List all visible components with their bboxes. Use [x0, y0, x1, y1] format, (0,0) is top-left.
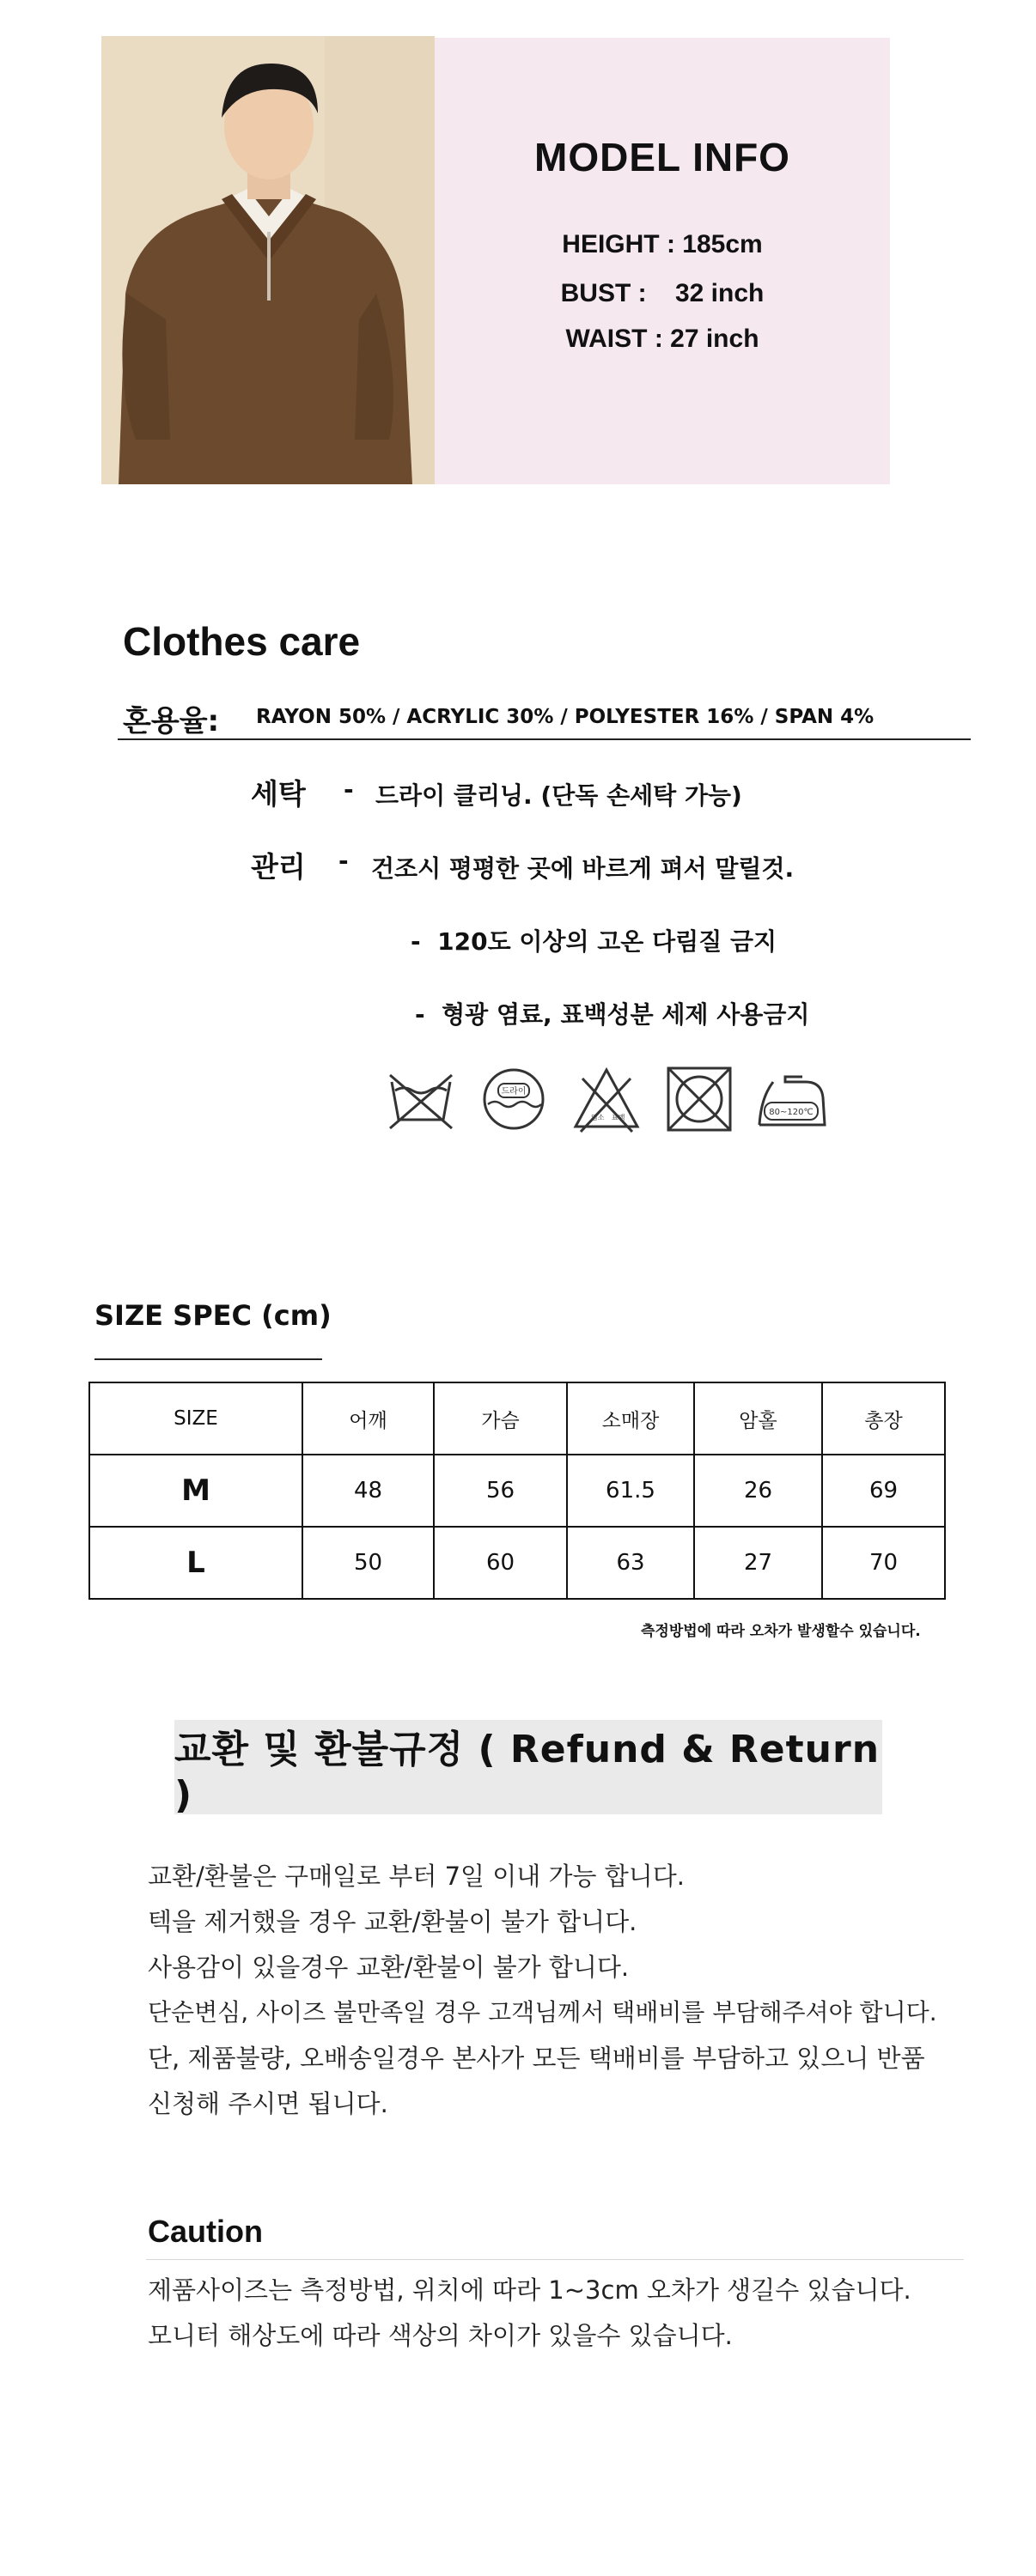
clothes-care-title: Clothes care: [123, 619, 361, 664]
table-row: [89, 1455, 945, 1527]
refund-title: 교환 및 환불규정 ( Refund & Return ): [174, 1720, 882, 1814]
table-cell: 48: [302, 1455, 434, 1527]
wash-text: 드라이 클리닝. (단독 손세탁 가능): [375, 781, 742, 810]
size-cell: M: [89, 1455, 302, 1527]
mix-divider: [118, 738, 971, 740]
manage-dash: -: [338, 847, 349, 875]
model-photo: [101, 36, 435, 484]
refund-line: 사용감이 있을경우 교환/환불이 불가 합니다.: [148, 1953, 630, 1982]
table-cell: 26: [694, 1455, 822, 1527]
refund-line: 신청해 주시면 됩니다.: [148, 2089, 388, 2118]
iron-icon: [756, 1063, 828, 1135]
model-bust: BUST : 32 inch: [560, 279, 765, 307]
svg-text:드라이: 드라이: [501, 1087, 527, 1097]
table-header-cell: 암홀: [694, 1382, 822, 1455]
model-height: HEIGHT : 185cm: [562, 230, 763, 258]
model-info-title: MODEL INFO: [534, 135, 790, 179]
mix-label: 혼용율:: [123, 704, 220, 738]
table-cell: 63: [567, 1527, 694, 1599]
model-info-panel: [435, 38, 890, 484]
table-cell: 69: [822, 1455, 945, 1527]
table-cell: 60: [434, 1527, 567, 1599]
refund-line: 교환/환불은 구매일로 부터 7일 이내 가능 합니다.: [148, 1862, 686, 1891]
size-spec-note: 측정방법에 따라 오차가 발생할수 있습니다.: [641, 1623, 921, 1640]
caution-title: Caution: [148, 2214, 263, 2249]
dry-clean-icon: [478, 1063, 550, 1135]
mix-value: RAYON 50% / ACRYLIC 30% / POLYESTER 16% / SPAN 4%: [256, 706, 875, 728]
table-cell: 27: [694, 1527, 822, 1599]
table-cell: 50: [302, 1527, 434, 1599]
caution-line: 모니터 해상도에 따라 색상의 차이가 있을수 있습니다.: [148, 2321, 733, 2350]
caution-divider: [146, 2259, 964, 2260]
refund-line: 단순변심, 사이즈 불만족일 경우 고객님께서 택배비를 부담해주셔야 합니다.: [148, 1998, 937, 2026]
svg-text:80~120℃: 80~120℃: [769, 1108, 814, 1117]
svg-text:염소: 염소: [591, 1114, 605, 1121]
size-cell: L: [89, 1527, 302, 1599]
table-header-cell: 총장: [822, 1382, 945, 1455]
table-header-cell: 어깨: [302, 1382, 434, 1455]
no-bleach-icon: [570, 1063, 643, 1135]
caution-line: 제품사이즈는 측정방법, 위치에 따라 1~3cm 오차가 생길수 있습니다.: [148, 2275, 911, 2305]
size-spec-table: [88, 1382, 946, 1600]
size-spec-underline: [94, 1358, 322, 1360]
table-cell: 56: [434, 1455, 567, 1527]
refund-line: 단, 제품불량, 오배송일경우 본사가 모든 택배비를 부담하고 있으니 반품: [148, 2044, 925, 2073]
table-header-cell: 가슴: [434, 1382, 567, 1455]
table-row: [89, 1527, 945, 1599]
manage-line: - 형광 염료, 표백성분 세제 사용금지: [415, 1000, 810, 1029]
svg-text:표백: 표백: [612, 1114, 625, 1121]
manage-key: 관리: [251, 850, 306, 884]
wash-key: 세탁: [251, 777, 306, 811]
manage-line: - 120도 이상의 고온 다림질 금지: [411, 927, 777, 956]
size-spec-title: SIZE SPEC (cm): [94, 1299, 332, 1332]
wash-dash: -: [344, 775, 354, 804]
no-tumble-dry-icon: [663, 1063, 735, 1135]
no-wash-icon: [385, 1063, 457, 1135]
table-header-row: [89, 1382, 945, 1455]
manage-line: 건조시 평평한 곳에 바르게 펴서 말릴것.: [371, 854, 795, 883]
model-waist: WAIST : 27 inch: [565, 325, 759, 353]
table-cell: 61.5: [567, 1455, 694, 1527]
refund-line: 텍을 제거했을 경우 교환/환불이 불가 합니다.: [148, 1907, 637, 1936]
table-header-cell: 소매장: [567, 1382, 694, 1455]
table-header-cell: SIZE: [89, 1382, 302, 1455]
table-cell: 70: [822, 1527, 945, 1599]
